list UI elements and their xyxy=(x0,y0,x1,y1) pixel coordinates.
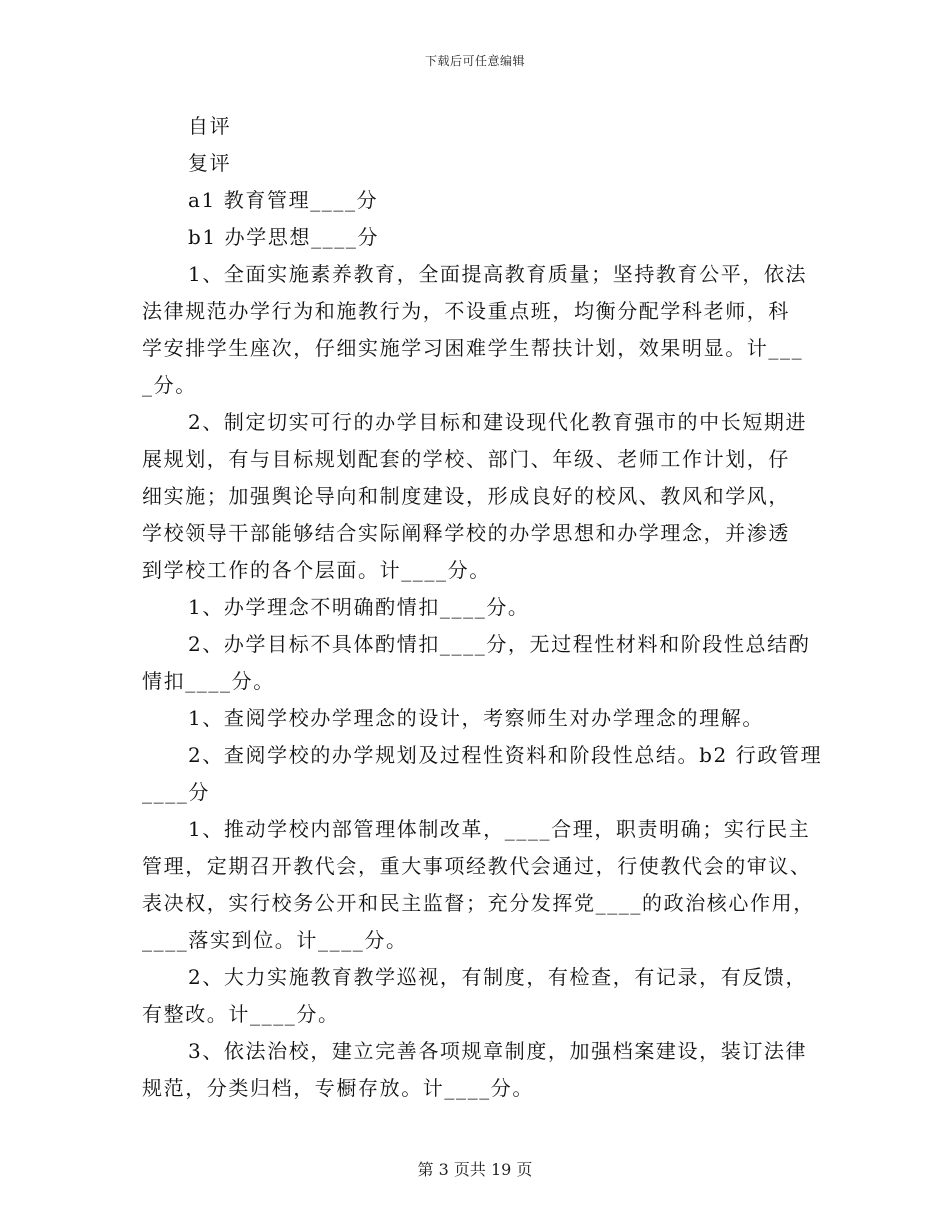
text-line: 展规划，有与目标规划配套的学校、部门、年级、老师工作计划，仔 xyxy=(142,447,790,471)
document-body xyxy=(142,108,823,1107)
paragraph-first-line: 2、办学目标不具体酌情扣____分，无过程性材料和阶段性总结酌 xyxy=(188,632,811,656)
text-line: 细实施；加强舆论导向和制度建设，形成良好的校风、教风和学风， xyxy=(142,484,790,508)
text-line: 学校领导干部能够结合实际阐释学校的办学思想和办学理念，并渗透 xyxy=(142,521,790,545)
page-number: 第 3 页共 19 页 xyxy=(417,1160,533,1179)
page-header: 下载后可任意编辑 xyxy=(424,54,525,68)
paragraph-first-line: 1、办学理念不明确酌情扣____分。 xyxy=(188,595,530,619)
paragraph-first-line: 1、查阅学校办学理念的设计，考察师生对办学理念的理解。 xyxy=(188,706,764,730)
text-line: _分。 xyxy=(142,373,197,397)
text-line: ____落实到位。计____分。 xyxy=(142,928,408,952)
text-line: 情扣____分。 xyxy=(142,669,275,693)
text-line: 自评 xyxy=(188,114,232,138)
paragraph-first-line: 2、制定切实可行的办学目标和建设现代化教育强市的中长短期进 xyxy=(188,410,808,434)
paragraph-first-line: 3、依法治校，建立完善各项规章制度，加强档案建设，装订法律 xyxy=(188,1039,808,1063)
text-line: 到学校工作的各个层面。计____分。 xyxy=(142,558,491,582)
text-line: 有整改。计____分。 xyxy=(142,1002,340,1026)
text-line: 表决权，实行校务公开和民主监督；充分发挥党____的政治核心作用， xyxy=(142,891,815,915)
text-line: 学安排学生座次，仔细实施学习困难学生帮扶计划，效果明显。计___ xyxy=(142,336,804,360)
text-line: 复评 xyxy=(188,151,232,175)
text-line: ____分 xyxy=(142,780,210,804)
paragraph-first-line: 1、推动学校内部管理体制改革，____合理，职责明确；实行民主 xyxy=(188,817,811,841)
text-line: 法律规范办学行为和施教行为，不设重点班，均衡分配学科老师，科 xyxy=(142,299,790,323)
text-line: a1 教育管理____分 xyxy=(188,188,379,212)
text-line: b1 办学思想____分 xyxy=(188,225,380,249)
paragraph-first-line: 2、大力实施教育教学巡视，有制度，有检查，有记录，有反馈， xyxy=(188,965,808,989)
text-line: 规范，分类归档，专橱存放。计____分。 xyxy=(142,1076,534,1100)
paragraph-first-line: 1、全面实施素养教育，全面提高教育质量；坚持教育公平，依法 xyxy=(188,262,808,286)
paragraph-first-line: 2、查阅学校的办学规划及过程性资料和阶段性总结。b2 行政管理 xyxy=(188,743,823,767)
text-line: 管理，定期召开教代会，重大事项经教代会通过，行使教代会的审议、 xyxy=(142,854,812,878)
